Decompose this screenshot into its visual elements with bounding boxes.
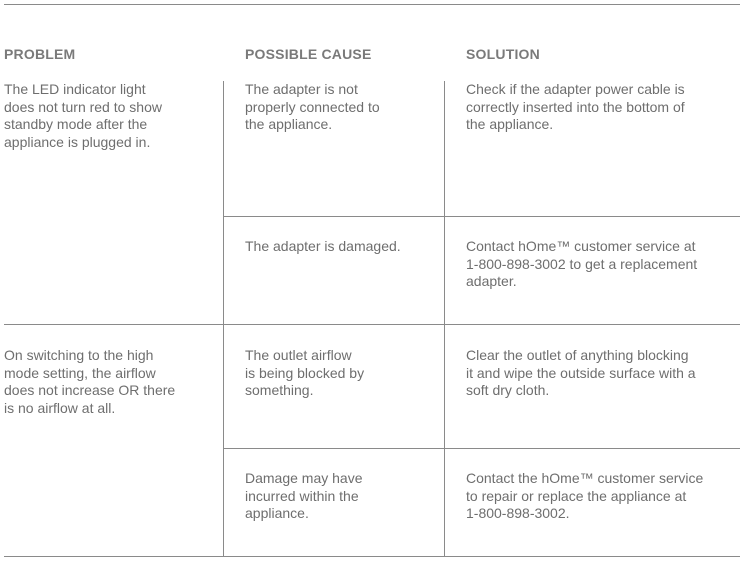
- sub-row-divider: [224, 216, 740, 217]
- cause-text: Damage may have incurred within the appliance.: [245, 470, 363, 522]
- bottom-rule: [4, 556, 740, 557]
- solution-text: Contact the hOme™ customer service to repair or replace the appliance at 1-800-898-3002.: [466, 470, 704, 522]
- column-divider-1: [223, 81, 224, 556]
- problem-text: On switching to the high mode setting, the airflow does not increase OR there is no airflow at all.: [4, 347, 176, 416]
- top-rule: [4, 4, 740, 5]
- sub-row-divider: [224, 448, 740, 449]
- header-possible-cause: POSSIBLE CAUSE: [245, 46, 372, 62]
- problem-text: The LED indicator light does not turn red to show standby mode after the appliance is plugged in.: [4, 81, 162, 150]
- solution-text: Clear the outlet of anything blocking it and wipe the outside surface with a soft dry cloth.: [466, 347, 696, 399]
- cause-text: The outlet airflow is being blocked by something.: [245, 347, 365, 399]
- column-divider-2: [444, 81, 445, 556]
- row-divider: [4, 324, 740, 325]
- solution-text: Contact hOme™ customer service at 1-800-898-3002 to get a replacement adapter.: [466, 238, 698, 290]
- cause-text: The adapter is not properly connected to the appliance.: [245, 81, 380, 133]
- header-solution: SOLUTION: [466, 46, 540, 62]
- solution-text: Check if the adapter power cable is correctly inserted into the bottom of the appliance.: [466, 81, 685, 133]
- header-problem: PROBLEM: [4, 46, 76, 62]
- cause-text: The adapter is damaged.: [245, 238, 401, 254]
